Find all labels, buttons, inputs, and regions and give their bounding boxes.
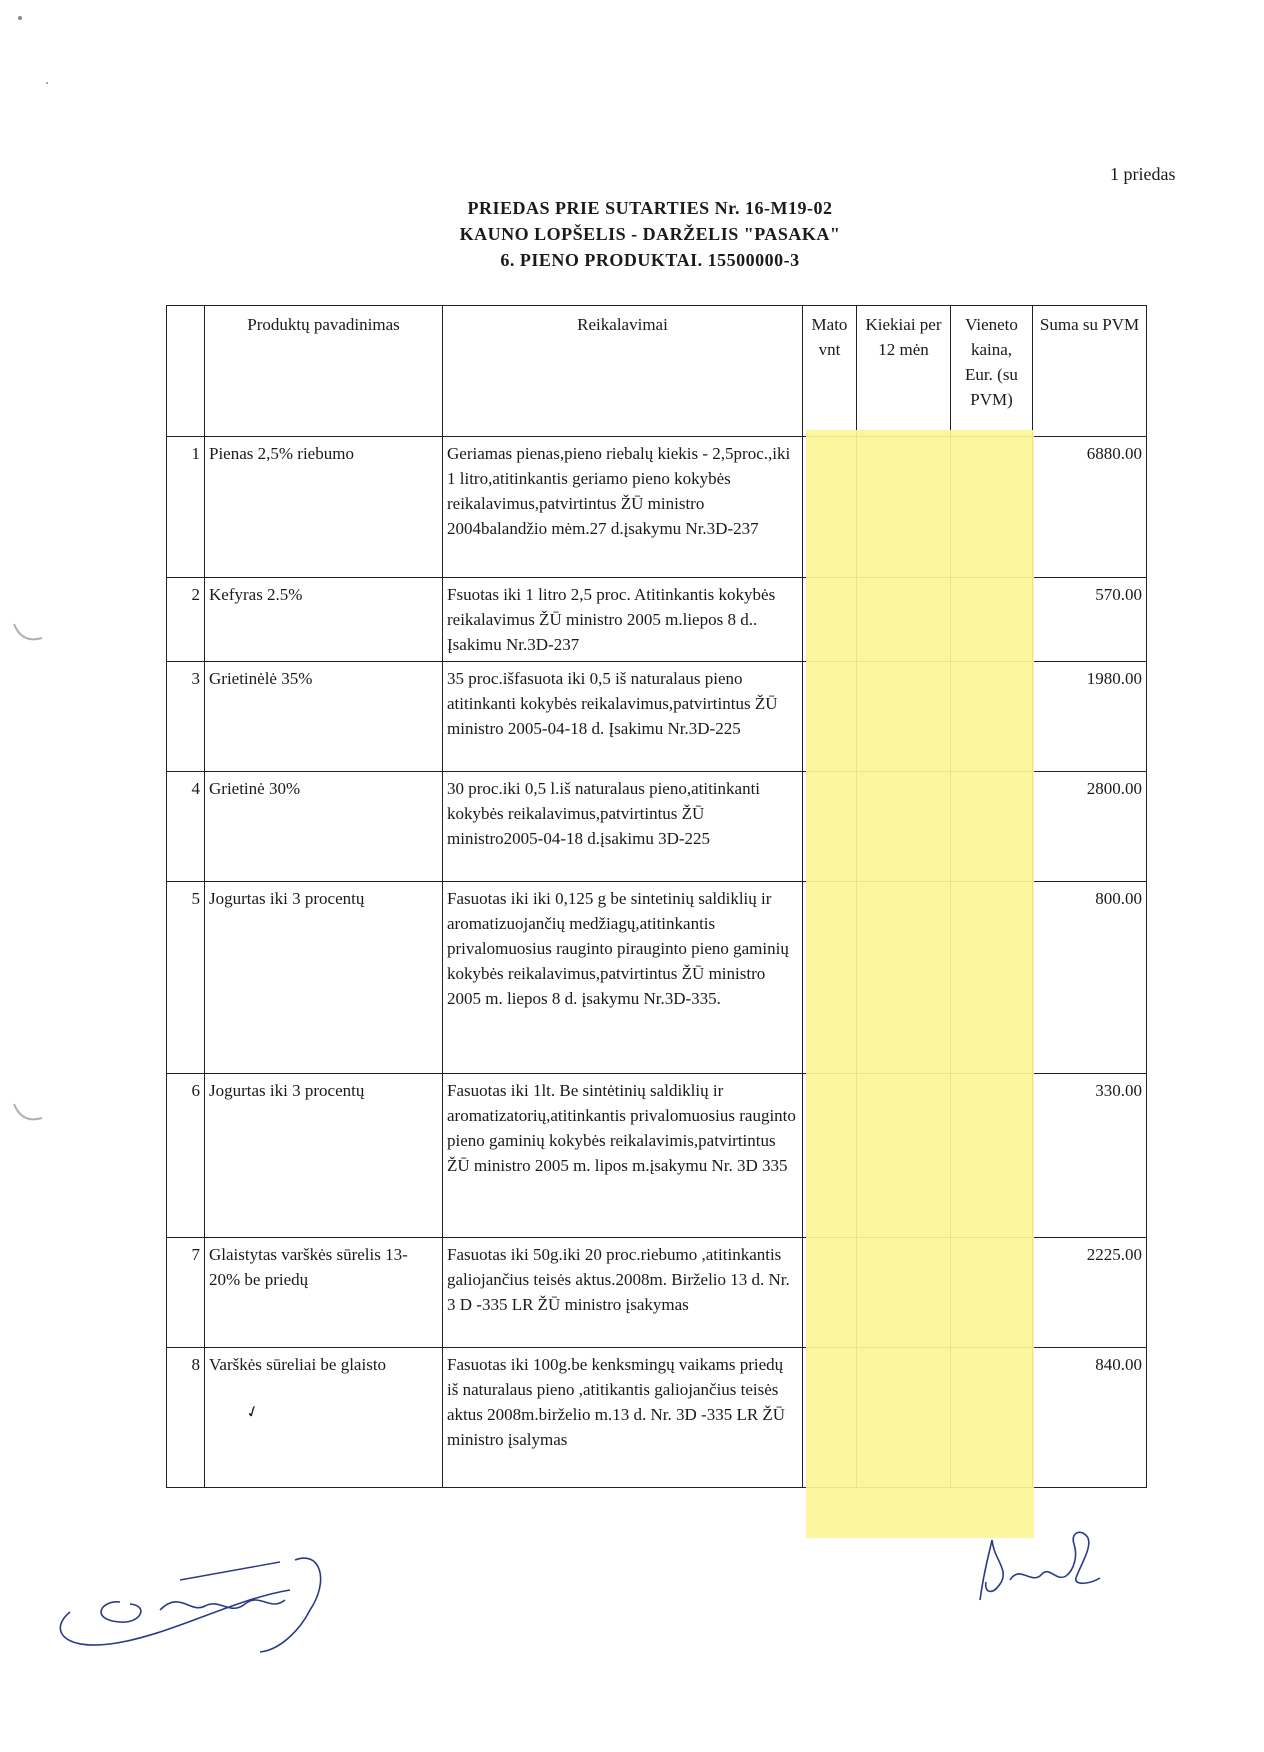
row-sum: 1980.00 — [1033, 662, 1147, 772]
row-sum: 330.00 — [1033, 1074, 1147, 1238]
row-requirements: 30 proc.iki 0,5 l.iš naturalaus pieno,atitinkanti kokybės reikalavimus,patvirtintus ŽŪ ministro2005-04-18 d.įsakimu 3D-225 — [443, 772, 803, 882]
signature-right — [970, 1520, 1120, 1610]
row-sum: 840.00 — [1033, 1348, 1147, 1488]
row-number: 3 — [167, 662, 205, 772]
row-sum: 2225.00 — [1033, 1238, 1147, 1348]
punch-mark — [10, 620, 50, 650]
header-unit-price: Vieneto kaina, Eur. (su PVM) — [951, 306, 1033, 437]
heading-category: 6. PIENO PRODUKTAI. 15500000-3 — [500, 250, 800, 270]
row-requirements: 35 proc.išfasuota iki 0,5 iš naturalaus pieno atitinkanti kokybės reikalavimus,patvirtintus ŽŪ ministro 2005-04-18 d. Įsakimu Nr.3D-225 — [443, 662, 803, 772]
row-product-name: Grietinė 30% — [205, 772, 443, 882]
heading-kindergarten: KAUNO LOPŠELIS - DARŽELIS "PASAKA" — [459, 224, 841, 244]
row-number: 1 — [167, 437, 205, 578]
row-product-name: Kefyras 2.5% — [205, 578, 443, 662]
row-requirements: Fasuotas iki 100g.be kenksmingų vaikams priedų iš naturalaus pieno ,atitikantis galiojančius teisės aktus 2008m.birželio m.13 d. Nr. 3D -335 LR ŽŪ ministro įsalymas — [443, 1348, 803, 1488]
row-number: 4 — [167, 772, 205, 882]
header-quantity: Kiekiai per 12 mėn — [857, 306, 951, 437]
row-requirements: Fasuotas iki 1lt. Be sintėtinių saldiklių ir aromatizatorių,atitinkantis privalomuosius rauginto pieno gaminių kokybės reikalavimis,patvirtintus ŽŪ ministro 2005 m. lipos m.įsakymu Nr. 3D 335 — [443, 1074, 803, 1238]
row-sum: 6880.00 — [1033, 437, 1147, 578]
row-product-name: Varškės sūreliai be glaisto — [205, 1348, 443, 1488]
yellow-redaction-strip — [806, 430, 1034, 1538]
row-number: 6 — [167, 1074, 205, 1238]
punch-mark — [10, 1100, 50, 1130]
tick-mark: ✓ — [243, 1402, 263, 1423]
row-number: 8 — [167, 1348, 205, 1488]
row-requirements: Geriamas pienas,pieno riebalų kiekis - 2,5proc.,iki 1 litro,atitinkantis geriamo pieno kokybės reikalavimus,patvirtintus ŽŪ ministro 2004balandžio mėm.27 d.įsakymu Nr.3D-237 — [443, 437, 803, 578]
row-sum: 800.00 — [1033, 882, 1147, 1074]
row-requirements: Fasuotas iki iki 0,125 g be sintetinių saldiklių ir aromatizuojančių medžiagų,atitinkantis privalomuosius rauginto pirauginto pieno gaminių kokybės reikalavimus,patvirtintus ŽŪ ministro 2005 m. liepos 8 d. įsakymu Nr.3D-335. — [443, 882, 803, 1074]
row-sum: 2800.00 — [1033, 772, 1147, 882]
header-unit: Mato vnt — [803, 306, 857, 437]
row-product-name: Pienas 2,5% riebumo — [205, 437, 443, 578]
signature-left — [30, 1540, 360, 1660]
row-requirements: Fasuotas iki 50g.iki 20 proc.riebumo ,atitinkantis galiojančius teisės aktus.2008m. Birželio 13 d. Nr. 3 D -335 LR ŽŪ ministro įsakymas — [443, 1238, 803, 1348]
scan-speck — [46, 82, 48, 84]
header-product-name: Produktų pavadinimas — [205, 306, 443, 437]
row-number: 7 — [167, 1238, 205, 1348]
header-requirements: Reikalavimai — [443, 306, 803, 437]
table-header-row — [167, 306, 1147, 437]
annex-label: 1 priedas — [1110, 164, 1176, 184]
row-product-name: Jogurtas iki 3 procentų — [205, 882, 443, 1074]
row-sum: 570.00 — [1033, 578, 1147, 662]
row-product-name: Grietinėlė 35% — [205, 662, 443, 772]
row-number: 2 — [167, 578, 205, 662]
row-requirements: Fsuotas iki 1 litro 2,5 proc. Atitinkantis kokybės reikalavimus ŽŪ ministro 2005 m.liepos 8 d.. Įsakimu Nr.3D-237 — [443, 578, 803, 662]
row-product-name: Jogurtas iki 3 procentų — [205, 1074, 443, 1238]
header-sum: Suma su PVM — [1033, 306, 1147, 437]
heading-contract: PRIEDAS PRIE SUTARTIES Nr. 16-M19-02 — [467, 198, 833, 218]
row-number: 5 — [167, 882, 205, 1074]
row-product-name: Glaistytas varškės sūrelis 13-20% be priedų — [205, 1238, 443, 1348]
scan-speck — [18, 16, 22, 20]
header-num — [167, 306, 205, 437]
